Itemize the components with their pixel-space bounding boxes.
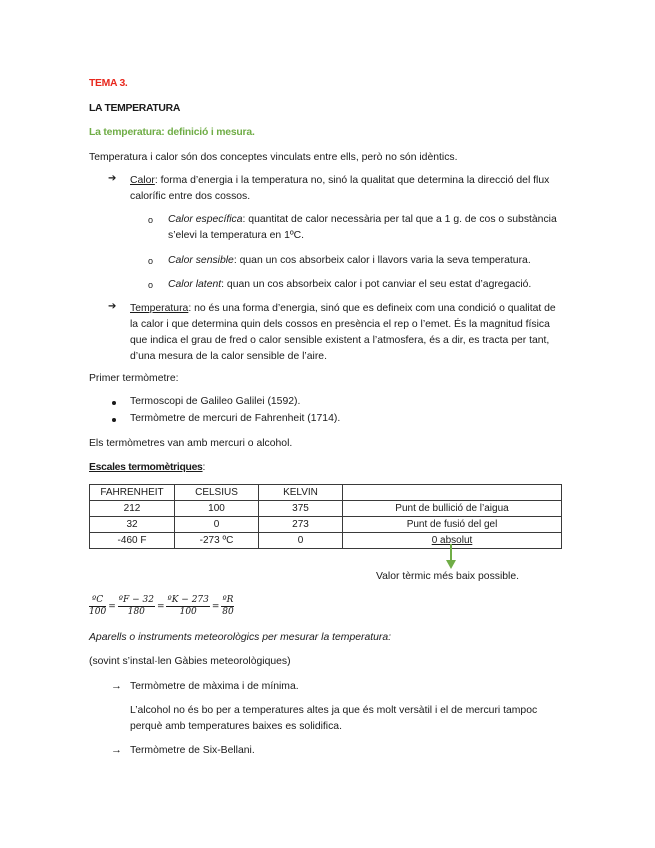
tema-label: TEMA 3. [89,78,128,89]
formula-equals: = [108,601,116,612]
formula-equals: = [211,601,220,612]
conversion-formula [89,595,234,618]
bullet-dot-icon [112,401,116,405]
primer-item: Termòmetre de mercuri de Fahrenheit (1714). [130,413,341,424]
intro-paragraph: Temperatura i calor són dos conceptes vinculats entre ells, però no són idèntics. [89,152,458,163]
table-cell: 0 [259,533,343,549]
table-cell: 100 [175,501,259,517]
calor-text-line2: calorífic entre dos cossos. [130,191,251,202]
table-row [90,501,562,517]
table-header-cell [343,485,562,501]
table-row [90,517,562,533]
scales-table [89,484,562,549]
temperatura-line: : no és una forma d’energia, sinó que es defineix com una condició o qualitat de [188,303,556,314]
table-cell: -273 ºC [175,533,259,549]
aparells-desc-line: L’alcohol no és bo per a temperatures altes ja que és molt versàtil i el de mercuri tampoc [130,705,538,716]
table-row [90,533,562,549]
formula-numerator: ºK − 273 [167,595,209,605]
temperatura-line: d’una mesura de la calor sensible de l’aire. [130,351,327,362]
aparells-note: (sovint s’instal·len Gàbies meteorològiques) [89,656,291,667]
aparells-item: Termòmetre de màxima i de mínima. [130,681,299,692]
down-arrow-icon [445,544,457,570]
formula-denominator: 100 [89,607,107,617]
formula-numerator: ºC [89,595,106,607]
formula-numerator: ºR [222,595,234,605]
table-cell: 32 [90,517,175,533]
arrow-bullet-icon: → [111,680,122,692]
escales-heading-colon: : [202,462,206,473]
table-cell: 212 [90,501,175,517]
formula-fraction [166,595,209,618]
table-cell: 0 [175,517,259,533]
calor-latent-text: : quan un cos absorbeix calor i pot canviar el seu estat d’agregació. [221,279,532,290]
calor-sensible-item [168,253,531,269]
table-cell: 375 [259,501,343,517]
formula-denominator: 100 [179,607,197,617]
temperatura-definition [130,301,566,365]
aparells-item: Termòmetre de Six-Bellani. [130,745,255,756]
calor-definition [130,173,565,205]
page-title: LA TEMPERATURA [89,103,181,114]
calor-text-line1: : forma d’energia i la temperatura no, sinó la qualitat que determina la direcció del flux [154,175,550,186]
calor-especifica-text-line2: s’elevi la temperatura en 1ºC. [168,230,305,241]
section-subtitle: La temperatura: definició i mesura. [89,127,255,138]
calor-latent-item [168,277,531,293]
formula-denominator: 180 [127,607,145,617]
circle-bullet-icon: o [148,280,154,290]
escales-heading-text: Escales termomètriques [89,462,203,473]
formula-equals: = [156,601,165,612]
table-header-cell: CELSIUS [175,485,259,501]
aparells-heading: Aparells o instruments meteorològics per mesurar la temperatura: [89,632,392,643]
calor-sensible-text: : quan un cos absorbeix calor i llavors varia la seva temperatura. [233,255,531,266]
table-cell: -460 F [90,533,175,549]
circle-bullet-icon: o [148,256,154,266]
table-header-row [90,485,562,501]
calor-sensible-term: Calor sensible [168,255,234,266]
table-cell: 273 [259,517,343,533]
table-cell: Punt de fusió del gel [343,517,562,533]
table-header-cell: FAHRENHEIT [90,485,175,501]
table-cell: Punt de bullició de l’aigua [343,501,562,517]
formula-denominator: 80 [222,607,234,617]
temperatura-line: que indica el grau de fred o calor sensible existent a l’atmosfera, és a dir, es tracta per tant, [130,335,550,346]
formula-numerator: ºF − 32 [118,595,154,605]
primer-item: Termoscopi de Galileo Galilei (1592). [130,396,301,407]
arrow-bullet-icon: ➔ [108,301,117,312]
escales-heading [89,462,205,473]
calor-latent-term: Calor latent [168,279,222,290]
calor-term: Calor [130,175,155,186]
calor-especifica-text: : quantitat de calor necessària per tal que a 1 g. de cos o substància [242,214,557,225]
calor-especifica-term: Calor específica [168,214,243,225]
primer-heading: Primer termòmetre: [89,373,179,384]
temperatura-term: Temperatura [130,303,189,314]
aparells-desc-line: perquè amb temperatures baixes es solidifica. [130,721,342,732]
arrow-bullet-icon: → [111,744,122,756]
formula-fraction [118,595,155,618]
table-header-cell: KELVIN [259,485,343,501]
arrow-bullet-icon: ➔ [108,173,117,184]
mercuri-paragraph: Els termòmetres van amb mercuri o alcohol. [89,438,293,449]
absolute-zero-note: Valor tèrmic més baix possible. [376,571,520,582]
aparells-item-description [130,703,565,735]
table-cell: 0 absolut [343,533,562,549]
temperatura-line: la calor i que determina quin dels cossos en presència el rep o l’emet. És la magnitud física [130,319,550,330]
calor-especifica-item [168,212,568,244]
bullet-dot-icon [112,418,116,422]
formula-fraction [89,595,106,618]
circle-bullet-icon: o [148,215,154,225]
formula-fraction [221,595,234,618]
